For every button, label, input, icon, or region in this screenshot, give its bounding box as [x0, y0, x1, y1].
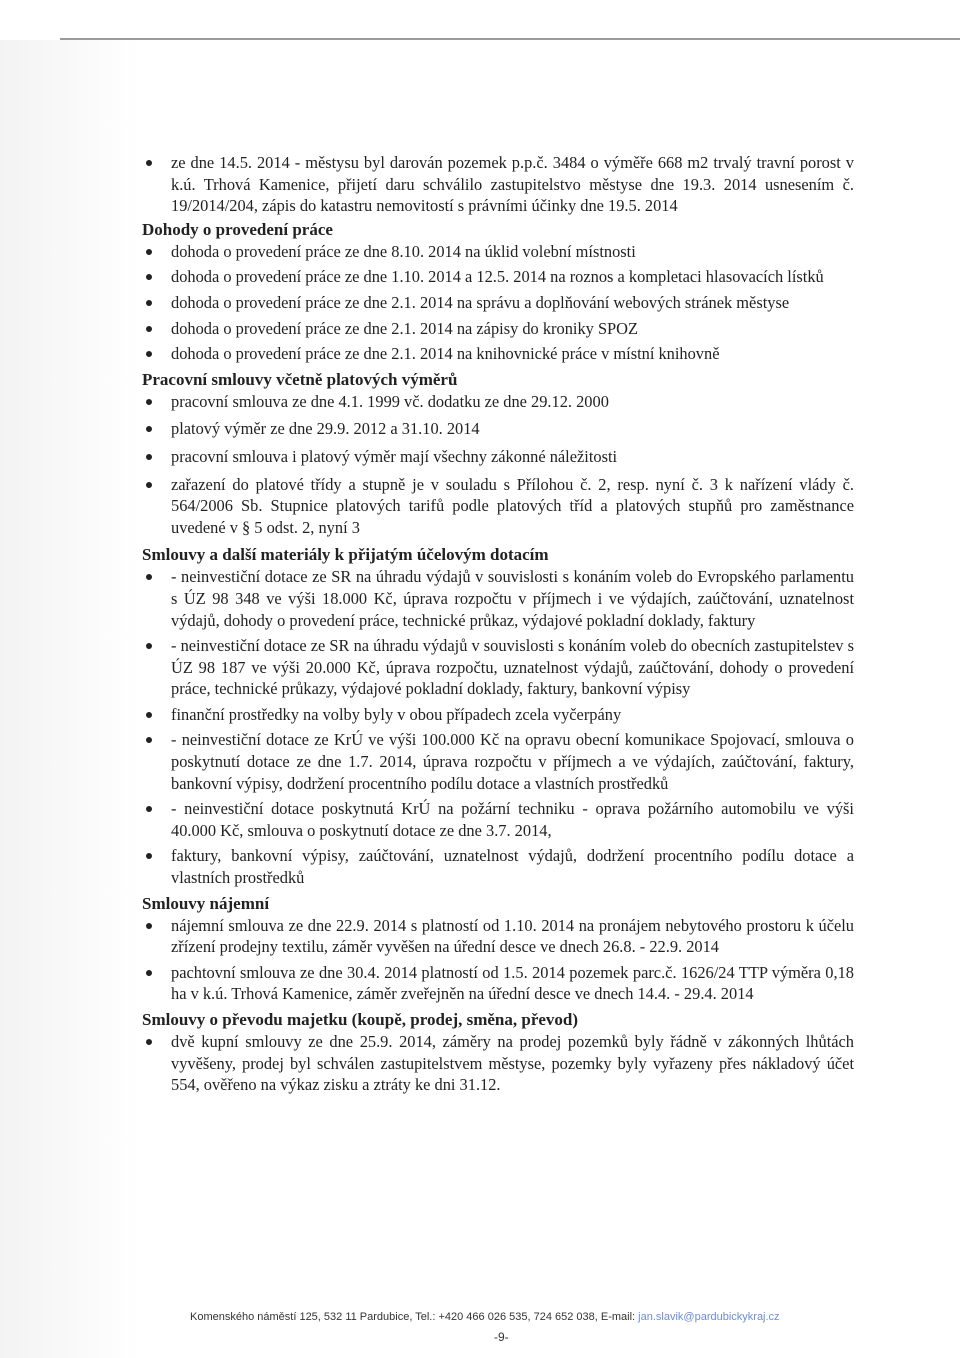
- scan-shadow: [0, 40, 140, 1358]
- document-body: [142, 152, 854, 1100]
- intro-list: [142, 152, 854, 217]
- section-list: [142, 241, 854, 365]
- list-item: faktury, bankovní výpisy, zaúčtování, uznatelnost výdajů, dodržení procentního podílu dotace a vlastních prostředků: [142, 845, 854, 888]
- list-item: - neinvestiční dotace ze SR na úhradu výdajů v souvislosti s konáním voleb do obecních zastupitelstev s ÚZ 98 187 ve výši 20.000 Kč, úprava rozpočtu, uznatelnost výdajů, zaúčtování, dohody o provedení práce, technické průkazy, výdajové pokladní doklady, faktury, bankovní výpisy: [142, 635, 854, 700]
- list-item: pachtovní smlouva ze dne 30.4. 2014 platností od 1.5. 2014 pozemek parc.č. 1626/24 TTP výměra 0,18 ha v k.ú. Trhová Kamenice, záměr zveřejněn na úřední desce ve dnech 14.4. - 29.4. 2014: [142, 962, 854, 1005]
- list-item: pracovní smlouva i platový výměr mají všechny zákonné náležitosti: [142, 446, 854, 468]
- section-heading: Smlouvy a další materiály k přijatým účelovým dotacím: [142, 545, 549, 565]
- section-list: [142, 1031, 854, 1096]
- section-heading: Pracovní smlouvy včetně platových výměrů: [142, 369, 458, 389]
- list-item: dvě kupní smlouvy ze dne 25.9. 2014, záměry na prodej pozemků byly řádně v zákonných lhůtách vyvěšeny, prodej byl schválen zastupitelstvem městyse, pozemky byly vyřazeny přes nákladový účet 554, ověřeno na výkaz zisku a ztráty ke dni 31.12.: [142, 1031, 854, 1096]
- list-item: ze dne 14.5. 2014 - městysu byl darován pozemek p.p.č. 3484 o výměře 668 m2 trvalý travní porost v k.ú. Trhová Kamenice, přijetí daru schválilo zastupitelstvo městyse dne 19.3. 2014 usnesením č. 19/2014/204, zápis do katastru nemovitostí s právními účinky dne 19.5. 2014: [142, 152, 854, 217]
- section-pracovni-smlouvy: [142, 369, 854, 539]
- section-list: [142, 566, 854, 888]
- section-najemni: [142, 893, 854, 1005]
- list-item: nájemní smlouva ze dne 22.9. 2014 s platností od 1.10. 2014 na pronájem nebytového prostoru k účelu zřízení prodejny textilu, záměr vyvěšen na úřední desce ve dnech 26.8. - 22.9. 2014: [142, 915, 854, 958]
- list-item: dohoda o provedení práce ze dne 1.10. 2014 a 12.5. 2014 na roznos a kompletaci hlasovacích lístků: [142, 266, 854, 288]
- section-prevod-majetku: [142, 1009, 854, 1096]
- list-item: zařazení do platové třídy a stupně je v souladu s Přílohou č. 2, resp. nyní č. 3 k nařízení vlády č. 564/2006 Sb. Stupnice platových tarifů podle platových tříd a platových stupňů pro zaměstnance uvedené v § 5 odst. 2, nyní 3: [142, 474, 854, 539]
- list-item: - neinvestiční dotace poskytnutá KrÚ na požární techniku - oprava požárního automobilu ve výši 40.000 Kč, smlouva o poskytnutí dotace ze dne 3.7. 2014,: [142, 798, 854, 841]
- section-heading: Dohody o provedení práce: [142, 219, 333, 239]
- list-item: dohoda o provedení práce ze dne 2.1. 2014 na správu a doplňování webových stránek městyse: [142, 292, 854, 314]
- footer-email-link[interactable]: jan.slavik@pardubickykraj.cz: [638, 1311, 780, 1323]
- page-number: -9-: [494, 1330, 509, 1344]
- list-item: dohoda o provedení práce ze dne 8.10. 2014 na úklid volební místnosti: [142, 241, 854, 263]
- list-item: - neinvestiční dotace ze KrÚ ve výši 100.000 Kč na opravu obecní komunikace Spojovací, smlouva o poskytnutí dotace ze dne 1.7. 2014, úprava rozpočtu v příjmech a ve výdajích, zaúčtování, faktury, bankovní výpisy, dodržení procentního podílu dotace a vlastních prostředků: [142, 729, 854, 794]
- list-item: dohoda o provedení práce ze dne 2.1. 2014 na zápisy do kroniky SPOZ: [142, 318, 854, 340]
- section-dohody: [142, 219, 854, 365]
- section-dotace: [142, 544, 854, 888]
- section-list: [142, 915, 854, 1005]
- page-footer: [190, 1310, 830, 1324]
- section-heading: Smlouvy nájemní: [142, 893, 270, 913]
- scan-edge: [60, 38, 960, 40]
- list-item: - neinvestiční dotace ze SR na úhradu výdajů v souvislosti s konáním voleb do Evropského parlamentu s ÚZ 98 348 ve výši 18.000 Kč, úprava rozpočtu v příjmech i ve výdajích, zaúčtování, uznatelnost výdajů, dohody o provedení práce, technické průkaz, výdajové pokladní doklady, faktury: [142, 566, 854, 631]
- list-item: platový výměr ze dne 29.9. 2012 a 31.10. 2014: [142, 418, 854, 440]
- section-list: [142, 391, 854, 539]
- section-heading: Smlouvy o převodu majetku (koupě, prodej, směna, převod): [142, 1010, 579, 1029]
- list-item: dohoda o provedení práce ze dne 2.1. 2014 na knihovnické práce v místní knihovně: [142, 343, 854, 365]
- list-item: finanční prostředky na volby byly v obou případech zcela vyčerpány: [142, 704, 854, 726]
- list-item: pracovní smlouva ze dne 4.1. 1999 vč. dodatku ze dne 29.12. 2000: [142, 391, 854, 413]
- footer-address: Komenského náměstí 125, 532 11 Pardubice, Tel.: +420 466 026 535, 724 652 038, E-mail:: [190, 1311, 636, 1323]
